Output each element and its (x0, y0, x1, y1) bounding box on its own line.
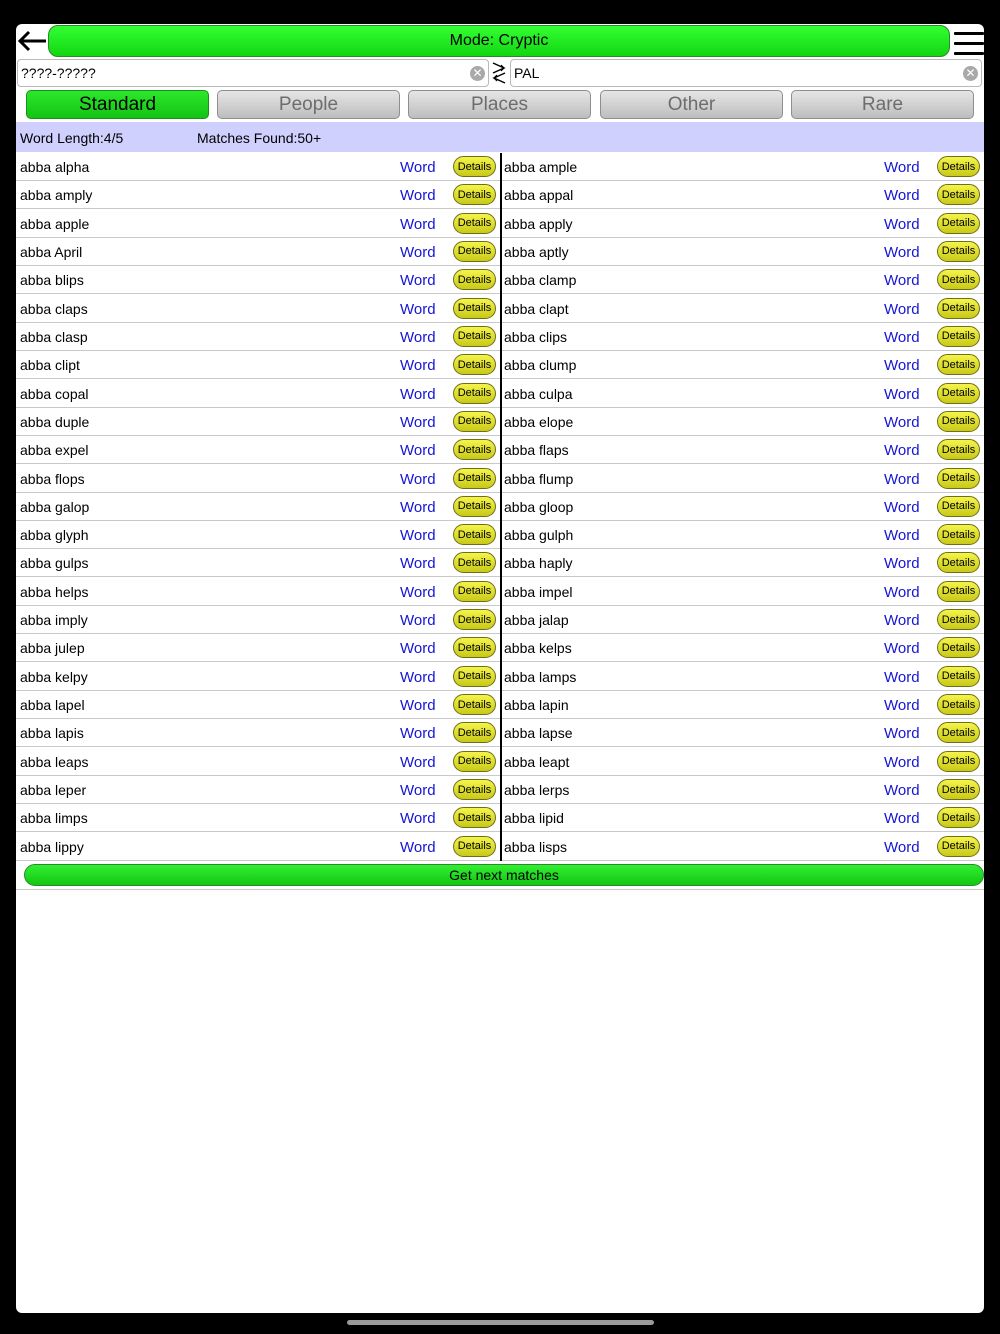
clear-icon[interactable]: ✕ (470, 66, 485, 81)
word-type-link[interactable]: Word (400, 810, 436, 828)
result-item (500, 634, 984, 661)
result-item (500, 578, 984, 605)
result-word: abba gulph (504, 527, 574, 544)
result-word: abba haply (504, 555, 573, 572)
result-word: abba clipt (20, 357, 80, 374)
result-item (500, 493, 984, 520)
result-word: abba kelps (504, 640, 572, 657)
word-type-link[interactable]: Word (400, 300, 436, 318)
details-button[interactable]: Details (453, 269, 496, 290)
result-item (500, 663, 984, 690)
result-item (500, 323, 984, 350)
details-button[interactable]: Details (937, 354, 980, 375)
result-word: abba gloop (504, 498, 574, 515)
result-item (16, 408, 500, 435)
word-type-link[interactable]: Word (884, 753, 920, 771)
details-button[interactable]: Details (453, 722, 496, 743)
result-word: abba culpa (504, 385, 573, 402)
details-button[interactable]: Details (453, 411, 496, 432)
result-item (16, 323, 500, 350)
result-word: abba elope (504, 413, 574, 430)
word-type-link[interactable]: Word (884, 498, 920, 516)
result-word: abba lerps (504, 782, 570, 799)
details-button[interactable]: Details (453, 156, 496, 177)
result-item (500, 804, 984, 831)
result-word: abba expel (20, 442, 89, 459)
next-row (16, 861, 984, 890)
details-button[interactable]: Details (453, 383, 496, 404)
word-type-link[interactable]: Word (400, 640, 436, 658)
letters-input[interactable] (514, 63, 954, 83)
word-type-link[interactable]: Word (400, 668, 436, 686)
result-word: abba flump (504, 470, 574, 487)
result-item (500, 719, 984, 746)
details-button[interactable]: Details (937, 383, 980, 404)
result-word: abba leper (20, 782, 87, 799)
result-word: abba lapse (504, 725, 573, 742)
word-type-link[interactable]: Word (884, 385, 920, 403)
result-word: abba lisps (504, 838, 568, 855)
result-item (500, 210, 984, 237)
result-item (16, 266, 500, 293)
word-type-link[interactable]: Word (884, 328, 920, 346)
get-next-matches-button[interactable] (24, 864, 984, 886)
result-word: abba amply (20, 187, 93, 204)
details-button[interactable]: Details (453, 524, 496, 545)
result-item (16, 634, 500, 661)
result-word: abba gulps (20, 555, 89, 572)
details-button[interactable]: Details (453, 637, 496, 658)
result-item (500, 521, 984, 548)
word-type-link[interactable]: Word (400, 470, 436, 488)
details-button[interactable]: Details (453, 326, 496, 347)
word-type-link[interactable]: Word (400, 385, 436, 403)
result-word: abba lamps (504, 668, 577, 685)
details-button[interactable]: Details (937, 751, 980, 772)
details-button[interactable]: Details (453, 694, 496, 715)
result-word: abba julep (20, 640, 85, 657)
details-button[interactable]: Details (453, 581, 496, 602)
result-word: abba lippy (20, 838, 84, 855)
details-button[interactable]: Details (937, 694, 980, 715)
details-button[interactable]: Details (453, 298, 496, 319)
word-type-link[interactable]: Word (400, 243, 436, 261)
result-word: abba flops (20, 470, 85, 487)
result-item (500, 833, 984, 860)
result-item (500, 549, 984, 576)
result-item (500, 465, 984, 492)
letters-field (510, 59, 982, 87)
word-type-link[interactable]: Word (884, 697, 920, 715)
word-type-link[interactable]: Word (400, 187, 436, 205)
details-button[interactable]: Details (453, 354, 496, 375)
word-type-link[interactable]: Word (884, 838, 920, 856)
word-type-link[interactable]: Word (884, 470, 920, 488)
details-button[interactable]: Details (453, 751, 496, 772)
word-type-link[interactable]: Word (400, 527, 436, 545)
result-item (500, 266, 984, 293)
result-word: abba jalap (504, 612, 569, 629)
result-word: abba apply (504, 215, 573, 232)
result-item (16, 436, 500, 463)
result-word: abba flaps (504, 442, 569, 459)
matches-found: Matches Found:50+ (197, 130, 322, 146)
word-type-link[interactable]: Word (400, 555, 436, 573)
result-word: abba ample (504, 159, 578, 175)
word-type-link[interactable]: Word (400, 583, 436, 601)
details-button[interactable]: Details (453, 496, 496, 517)
result-word: abba claps (20, 300, 88, 317)
tab-people[interactable]: People (217, 90, 400, 119)
word-length: Word Length:4/5 (20, 130, 124, 146)
word-type-link[interactable]: Word (884, 583, 920, 601)
result-item (500, 153, 984, 180)
info-bar (16, 122, 984, 152)
result-word: abba clapt (504, 300, 569, 317)
hamburger-menu-icon[interactable] (954, 27, 984, 57)
result-word: abba appal (504, 187, 574, 204)
result-word: abba lipid (504, 810, 564, 827)
result-word: abba clamp (504, 272, 577, 289)
word-type-link[interactable]: Word (400, 328, 436, 346)
details-button[interactable]: Details (453, 468, 496, 489)
word-type-link[interactable]: Word (884, 272, 920, 290)
result-item (16, 549, 500, 576)
word-type-link[interactable]: Word (884, 187, 920, 205)
word-type-link[interactable]: Word (884, 725, 920, 743)
word-type-link[interactable]: Word (884, 612, 920, 630)
details-button[interactable]: Details (453, 552, 496, 573)
details-button[interactable]: Details (453, 609, 496, 630)
result-item (16, 380, 500, 407)
word-type-link[interactable]: Word (400, 697, 436, 715)
swap-icon[interactable] (491, 60, 507, 86)
pattern-input[interactable] (21, 63, 461, 83)
word-type-link[interactable]: Word (400, 442, 436, 460)
details-button[interactable]: Details (453, 439, 496, 460)
details-button[interactable]: Details (937, 581, 980, 602)
result-item (500, 691, 984, 718)
result-item (500, 351, 984, 378)
result-item (16, 465, 500, 492)
tab-places[interactable]: Places (408, 90, 591, 119)
result-item (500, 380, 984, 407)
result-item (16, 153, 500, 180)
result-item (500, 181, 984, 208)
tab-other[interactable]: Other (600, 90, 783, 119)
details-button[interactable]: Details (937, 552, 980, 573)
result-item (16, 295, 500, 322)
result-item (16, 606, 500, 633)
result-item (16, 351, 500, 378)
word-type-link[interactable]: Word (884, 810, 920, 828)
result-item (500, 606, 984, 633)
word-type-link[interactable]: Word (884, 243, 920, 261)
word-type-link[interactable]: Word (400, 612, 436, 630)
details-button[interactable]: Details (937, 637, 980, 658)
details-button[interactable]: Details (937, 326, 980, 347)
result-item (16, 776, 500, 803)
word-type-link[interactable]: Word (884, 413, 920, 431)
result-item (16, 663, 500, 690)
details-button[interactable]: Details (453, 666, 496, 687)
details-button[interactable]: Details (453, 184, 496, 205)
top-bar (16, 24, 984, 60)
column-divider (500, 153, 502, 861)
result-item (16, 833, 500, 860)
word-type-link[interactable]: Word (400, 413, 436, 431)
result-item (16, 719, 500, 746)
word-type-link[interactable]: Word (884, 357, 920, 375)
word-type-link[interactable]: Word (884, 668, 920, 686)
result-word: abba blips (20, 272, 84, 289)
word-type-link[interactable]: Word (400, 753, 436, 771)
details-button[interactable]: Details (937, 666, 980, 687)
word-type-link[interactable]: Word (400, 159, 436, 176)
word-type-link[interactable]: Word (400, 357, 436, 375)
result-item (16, 578, 500, 605)
result-word: abba limps (20, 810, 88, 827)
details-button[interactable]: Details (937, 439, 980, 460)
details-button[interactable]: Details (937, 184, 980, 205)
clear-icon[interactable]: ✕ (963, 66, 978, 81)
details-button[interactable]: Details (937, 156, 980, 177)
details-button[interactable]: Details (937, 241, 980, 262)
word-type-link[interactable]: Word (884, 300, 920, 318)
word-type-link[interactable]: Word (884, 159, 920, 176)
result-item (500, 748, 984, 775)
details-button[interactable]: Details (937, 496, 980, 517)
details-button[interactable]: Details (937, 213, 980, 234)
result-word: abba kelpy (20, 668, 88, 685)
details-button[interactable]: Details (937, 298, 980, 319)
details-button[interactable]: Details (937, 836, 980, 857)
details-button[interactable]: Details (453, 807, 496, 828)
result-item (16, 238, 500, 265)
result-word: abba lapis (20, 725, 84, 742)
details-button[interactable]: Details (937, 468, 980, 489)
result-word: abba clump (504, 357, 577, 374)
app-screen (16, 24, 984, 1313)
word-type-link[interactable]: Word (400, 215, 436, 233)
result-word: abba imply (20, 612, 88, 629)
details-button[interactable]: Details (453, 241, 496, 262)
result-word: abba clips (504, 328, 568, 345)
word-type-link[interactable]: Word (400, 725, 436, 743)
word-type-link[interactable]: Word (884, 527, 920, 545)
tab-standard[interactable]: Standard (26, 90, 209, 119)
result-item (500, 295, 984, 322)
mode-label: Mode: Cryptic (449, 32, 549, 49)
pattern-field (17, 59, 489, 87)
result-word: abba helps (20, 583, 89, 600)
details-button[interactable]: Details (453, 213, 496, 234)
result-word: abba copal (20, 385, 89, 402)
back-arrow-icon[interactable] (17, 26, 47, 56)
result-word: abba aptly (504, 243, 569, 260)
result-word: abba alpha (20, 159, 90, 175)
result-word: abba lapel (20, 697, 85, 714)
result-item (500, 408, 984, 435)
result-item (16, 181, 500, 208)
details-button[interactable]: Details (937, 779, 980, 800)
word-type-link[interactable]: Word (884, 215, 920, 233)
details-button[interactable]: Details (453, 779, 496, 800)
details-button[interactable]: Details (453, 836, 496, 857)
get-next-matches-label: Get next matches (449, 867, 559, 883)
word-type-link[interactable]: Word (884, 442, 920, 460)
details-button[interactable]: Details (937, 722, 980, 743)
result-word: abba apple (20, 215, 90, 232)
home-indicator (347, 1320, 654, 1325)
word-type-link[interactable]: Word (400, 782, 436, 800)
word-type-link[interactable]: Word (400, 838, 436, 856)
result-item (16, 521, 500, 548)
result-word: abba impel (504, 583, 573, 600)
details-button[interactable]: Details (937, 524, 980, 545)
word-type-link[interactable]: Word (884, 782, 920, 800)
word-type-link[interactable]: Word (400, 498, 436, 516)
details-button[interactable]: Details (937, 609, 980, 630)
result-word: abba duple (20, 413, 90, 430)
result-word: abba April (20, 243, 83, 260)
details-button[interactable]: Details (937, 411, 980, 432)
result-item (16, 493, 500, 520)
word-type-link[interactable]: Word (884, 555, 920, 573)
result-item (16, 691, 500, 718)
word-type-link[interactable]: Word (884, 640, 920, 658)
result-item (500, 776, 984, 803)
result-word: abba clasp (20, 328, 88, 345)
result-word: abba lapin (504, 697, 569, 714)
details-button[interactable]: Details (937, 269, 980, 290)
result-word: abba leaps (20, 753, 89, 770)
result-item (16, 210, 500, 237)
result-word: abba galop (20, 498, 90, 515)
result-item (16, 804, 500, 831)
word-type-link[interactable]: Word (400, 272, 436, 290)
result-item (500, 436, 984, 463)
details-button[interactable]: Details (937, 807, 980, 828)
result-word: abba leapt (504, 753, 570, 770)
result-item (500, 238, 984, 265)
result-word: abba glyph (20, 527, 89, 544)
mode-button[interactable] (48, 25, 950, 57)
result-item (16, 748, 500, 775)
tab-rare[interactable]: Rare (791, 90, 974, 119)
